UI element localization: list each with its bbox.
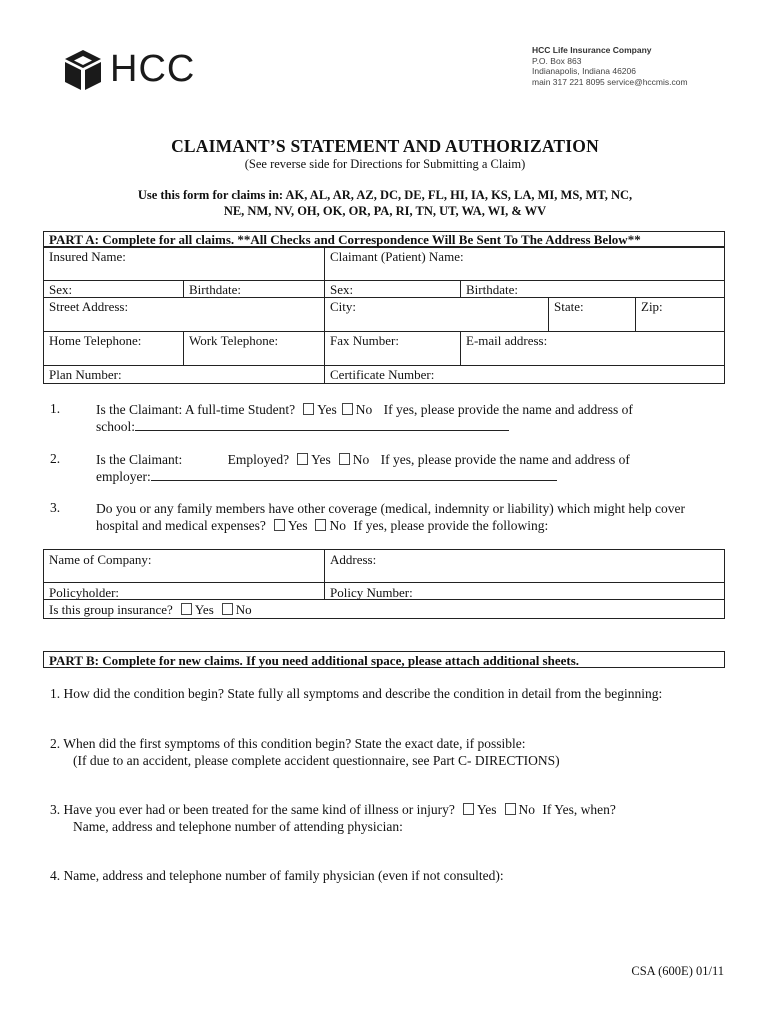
employed-label: Employed? <box>227 452 290 467</box>
coverage-no-checkbox[interactable] <box>315 519 326 531</box>
part-b-question-3-line-1 <box>50 801 616 818</box>
question-1-text: Is the Claimant: A full-time Student? <box>96 402 296 417</box>
plan-number-field[interactable]: Plan Number: <box>49 367 122 382</box>
page-subtitle: (See reverse side for Directions for Submitting a Claim) <box>244 157 526 171</box>
question-2-number: 2. <box>50 451 61 466</box>
insured-sex-field[interactable]: Sex: <box>49 282 73 297</box>
school-input-line[interactable] <box>135 418 509 431</box>
employed-yes-checkbox[interactable] <box>297 453 308 465</box>
contact-line: main 317 221 8095 service@hccmis.com <box>532 76 688 87</box>
student-yes-checkbox[interactable] <box>303 403 314 415</box>
question-3-number: 3. <box>50 500 61 515</box>
treated-yes-checkbox[interactable] <box>463 803 474 815</box>
group-yes-checkbox[interactable] <box>181 603 192 615</box>
company-address <box>532 45 688 87</box>
school-line <box>96 418 509 435</box>
claimant-name-field[interactable]: Claimant (Patient) Name: <box>330 249 464 264</box>
group-yes-label: Yes <box>194 602 214 617</box>
street-address-field[interactable]: Street Address: <box>49 299 129 314</box>
student-yes-label: Yes <box>317 402 337 417</box>
question-3-text: hospital and medical expenses? <box>96 518 266 533</box>
employer-label: employer: <box>96 469 151 484</box>
part-b-question-2-line-1: 2. When did the first symptoms of this condition begin? State the exact date, if possible: <box>50 736 526 751</box>
company-address-field[interactable]: Address: <box>330 552 377 567</box>
part-b-header: PART B: Complete for new claims. If you need additional space, please attach additional sheets. <box>49 653 580 668</box>
treated-no-checkbox[interactable] <box>505 803 516 815</box>
treated-no-label: No <box>518 802 536 817</box>
address-line-2: Indianapolis, Indiana 46206 <box>532 66 636 76</box>
question-1 <box>96 401 633 418</box>
part-b-question-3-tail: If Yes, when? <box>542 802 616 817</box>
part-b-header-box <box>43 651 725 668</box>
question-1-tail: If yes, please provide the name and address of <box>383 402 633 417</box>
part-a-table <box>43 231 725 384</box>
question-3-tail: If yes, please provide the following: <box>353 518 549 533</box>
treated-yes-label: Yes <box>476 802 497 817</box>
part-b-question-1: 1. How did the condition begin? State fully all symptoms and describe the condition in detail from the beginning: <box>50 686 663 701</box>
company-name: HCC Life Insurance Company <box>532 45 652 55</box>
question-3-line-2 <box>96 517 548 534</box>
part-b-question-3-text: 3. Have you ever had or been treated for the same kind of illness or injury? <box>50 802 455 817</box>
student-no-checkbox[interactable] <box>342 403 353 415</box>
page-title: CLAIMANT’S STATEMENT AND AUTHORIZATION <box>171 136 599 156</box>
question-3-line-1: Do you or any family members have other coverage (medical, indemnity or liability) which might help cover <box>96 501 685 516</box>
policy-number-field[interactable]: Policy Number: <box>330 585 413 600</box>
group-no-label: No <box>235 602 252 617</box>
employer-line <box>96 468 557 485</box>
student-no-label: No <box>355 402 373 417</box>
states-line-1: Use this form for claims in: AK, AL, AR, AZ, DC, DE, FL, HI, IA, KS, LA, MI, MS, MT, NC, <box>137 188 633 202</box>
fax-number-field[interactable]: Fax Number: <box>330 333 399 348</box>
question-2-tail: If yes, please provide the name and address of <box>380 452 630 467</box>
question-2 <box>96 451 630 468</box>
certificate-number-field[interactable]: Certificate Number: <box>330 367 435 382</box>
coverage-no-label: No <box>329 518 346 533</box>
zip-field[interactable]: Zip: <box>641 299 663 314</box>
states-notice <box>0 187 770 219</box>
insured-name-field[interactable]: Insured Name: <box>49 249 126 264</box>
group-insurance-label: Is this group insurance? <box>49 602 173 617</box>
coverage-yes-checkbox[interactable] <box>274 519 285 531</box>
states-line-2: NE, NM, NV, OH, OK, OR, PA, RI, TN, UT, WA, WI, & WV <box>223 204 547 218</box>
insured-birthdate-field[interactable]: Birthdate: <box>189 282 241 297</box>
group-insurance-row <box>44 601 257 618</box>
group-no-checkbox[interactable] <box>222 603 233 615</box>
part-b-question-3-line-2: Name, address and telephone number of attending physician: <box>73 819 403 834</box>
city-field[interactable]: City: <box>330 299 357 314</box>
part-a-header: PART A: Complete for all claims. **All Checks and Correspondence Will Be Sent To The Address Below** <box>49 232 641 247</box>
logo-text: HCC <box>110 48 196 90</box>
claimant-sex-field[interactable]: Sex: <box>330 282 354 297</box>
company-name-field[interactable]: Name of Company: <box>49 552 152 567</box>
coverage-yes-label: Yes <box>287 518 308 533</box>
home-telephone-field[interactable]: Home Telephone: <box>49 333 142 348</box>
policyholder-field[interactable]: Policyholder: <box>49 585 120 600</box>
part-b-question-2-line-2: (If due to an accident, please complete accident questionnaire, see Part C- DIRECTIONS) <box>73 753 560 768</box>
email-field[interactable]: E-mail address: <box>466 333 548 348</box>
other-coverage-table <box>43 549 725 619</box>
employed-no-checkbox[interactable] <box>339 453 350 465</box>
employed-yes-label: Yes <box>311 452 331 467</box>
school-label: school: <box>96 419 135 434</box>
form-code: CSA (600E) 01/11 <box>631 964 724 978</box>
part-b-question-4: 4. Name, address and telephone number of family physician (even if not consulted): <box>50 868 504 883</box>
claimant-birthdate-field[interactable]: Birthdate: <box>466 282 518 297</box>
work-telephone-field[interactable]: Work Telephone: <box>189 333 279 348</box>
employer-input-line[interactable] <box>151 468 557 481</box>
question-2-text: Is the Claimant: <box>96 452 183 467</box>
address-line-1: P.O. Box 863 <box>532 55 582 66</box>
employed-no-label: No <box>352 452 370 467</box>
state-field[interactable]: State: <box>554 299 584 314</box>
question-1-number: 1. <box>50 401 61 416</box>
hcc-logo-icon <box>62 48 104 92</box>
